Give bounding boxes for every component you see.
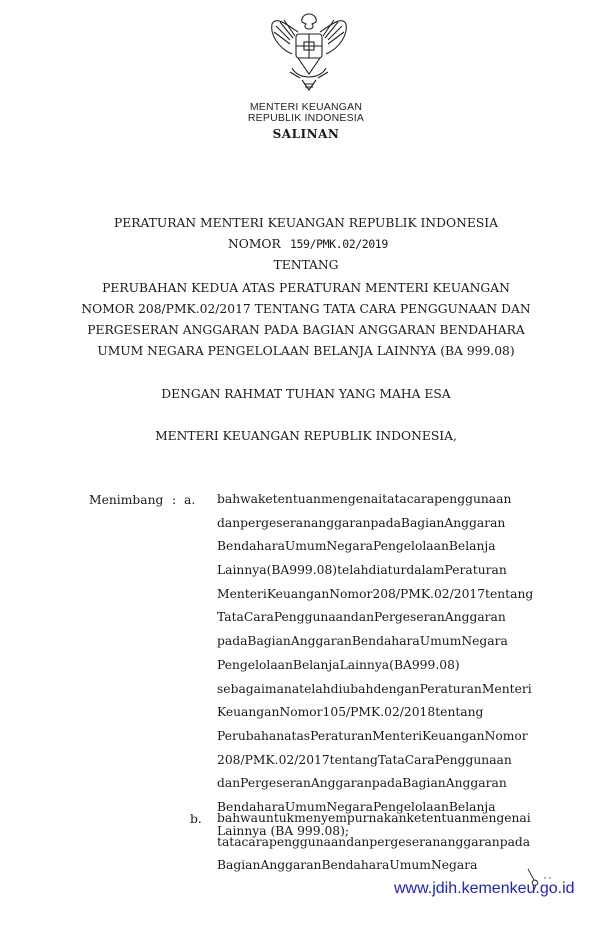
ministry-name: MENTERI KEUANGAN	[249, 101, 363, 113]
item-a-line: bahwaketentuanmengenaitatacarapenggunaan	[217, 492, 512, 506]
considering-colon: :	[172, 493, 177, 507]
item-a-line: padaBagianAnggaranBendaharaUmumNegara	[217, 634, 508, 649]
invocation: DENGAN RAHMAT TUHAN YANG MAHA ESA	[161, 387, 451, 401]
authority: MENTERI KEUANGAN REPUBLIK INDONESIA,	[155, 429, 457, 443]
considering-label: Menimbang	[89, 493, 164, 507]
item-a-line: danPergeseranAnggaranpadaBagianAnggaran	[217, 776, 507, 791]
item-b-letter: b.	[190, 812, 202, 826]
item-a-line: 208/PMK.02/2017tentangTataCaraPenggunaan	[217, 752, 512, 767]
item-a-line: sebagaimanatelahdiubahdenganPeraturanMenteri	[217, 681, 532, 696]
item-a-text	[217, 488, 535, 843]
item-a-line: BendaharaUmumNegaraPengelolaanBelanja	[217, 539, 496, 554]
jdih-website-link[interactable]: www.jdih.kemenkeu.go.id	[394, 880, 575, 897]
item-b-text	[217, 807, 535, 878]
regulation-title: PERATURAN MENTERI KEUANGAN REPUBLIK INDONESIA	[113, 216, 499, 230]
item-b-line: tatacarapenggunaandanpergeserananggaranpada	[217, 834, 531, 849]
subject-line-2: NOMOR 208/PMK.02/2017 TENTANG TATA CARA PENGGUNAAN DAN	[81, 302, 531, 316]
item-a-line: danpergeserananggaranpadaBagianAnggaran	[217, 515, 506, 530]
item-a-letter: a.	[184, 493, 196, 507]
garuda-emblem-icon	[268, 10, 350, 96]
country-name: REPUBLIK INDONESIA	[247, 112, 365, 124]
copy-label: SALINAN	[272, 127, 340, 141]
item-a-line: TataCaraPenggunaandanPergeseranAnggaran	[217, 610, 506, 625]
subject-line-3: PERGESERAN ANGGARAN PADA BAGIAN ANGGARAN BENDAHARA	[87, 323, 525, 337]
number-value: 159/PMK.02/2019	[290, 237, 388, 251]
about-label: TENTANG	[273, 258, 339, 272]
item-a-line: KeuanganNomor105/PMK.02/2018tentang	[217, 705, 484, 720]
item-a-line: Lainnya (BA 999.08);	[217, 823, 350, 838]
item-b-line: bahwauntukmenyempurnakanketentuanmengenai	[217, 811, 531, 825]
item-a-line: MenteriKeuanganNomor208/PMK.02/2017tentang	[217, 586, 534, 601]
subject-line-4: UMUM NEGARA PENGELOLAAN BELANJA LAINNYA (BA 999.08)	[97, 344, 515, 358]
item-a-line: Lainnya(BA999.08)telahdiaturdalamPeraturan	[217, 563, 507, 578]
item-a-line: BendaharaUmumNegaraPengelolaanBelanja	[217, 799, 496, 814]
item-a-line: PerubahanatasPeraturanMenteriKeuanganNomor	[217, 728, 528, 743]
item-a-line: PengelolaanBelanjaLainnya(BA999.08)	[217, 657, 460, 672]
number-label: NOMOR	[228, 237, 281, 251]
item-b-line: BagianAnggaranBendaharaUmumNegara	[217, 858, 478, 873]
subject-line-1: PERUBAHAN KEDUA ATAS PERATURAN MENTERI KEUANGAN	[102, 281, 510, 295]
